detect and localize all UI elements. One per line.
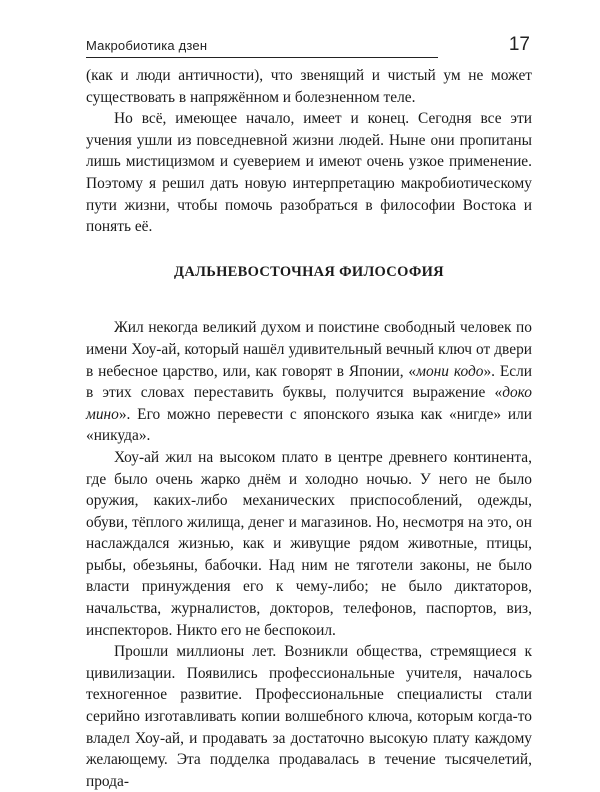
section-paragraph-3: Прошли миллионы лет. Возникли общества, стремящиеся к цивилизации. Появились профессиональные учителя, началось техногенное развитие. Профессиональные специалисты стали серийно изготавливать копии волшебного ключа, которым когда-то владел Хоу-ай, и продавать за достаточно высокую плату каждому желающему. Эта подделка продавалась в течение тысячелетий, прода-	[86, 643, 532, 790]
page-number: 17	[508, 34, 530, 55]
p1-term-doko-mino: доко мино	[86, 384, 532, 423]
intro-paragraph-2: Но всё, имеющее начало, имеет и конец. Сегодня все эти учения ушли из повседневной жизни людей. Ныне они пропитаны лишь мистицизмом и суеверием и имеют очень узкое применение. Поэтому я решил дать новую интерпретацию макробиотическому пути жизни, чтобы помочь разобраться в философии Востока и понять её.	[86, 110, 532, 236]
body-text	[86, 65, 532, 792]
intro-paragraph-1: (как и люди античности), что звенящий и чистый ум не может существовать в напряжённом и болезненном теле.	[86, 67, 532, 106]
header-rule	[86, 57, 438, 58]
section-paragraph-1	[86, 317, 532, 447]
p1-text-e: ». Его можно перевести с японского языка как «нигде» или «никуда».	[86, 405, 532, 445]
section-paragraph-2: Хоу-ай жил на высоком плато в центре древнего континента, где было очень жарко днём и холодно ночью. У него не было оружия, каких-либо механических приспособлений, одежды, обуви, тёплого жилища, денег и магазинов. Но, несмотря на это, он наслаждался жизнью, как и живущие рядом животные, птицы, рыбы, обезьяны, бабочки. Над ним не тяготели законы, не было власти принуждения его к чему-либо; не было диктаторов, начальства, журналистов, докторов, телефонов, паспортов, виз, инспекторов. Никто его не беспокоил.	[86, 448, 532, 639]
p1-text-c: ». Если в этих словах переставить буквы, получится выражение «	[86, 362, 532, 402]
p1-text-a: Жил некогда великий духом и поистине свободный человек по имени Хоу-ай, который нашёл удивительный вечный ключ от двери в небесное царство, или, как говорят в Японии, «	[86, 319, 532, 380]
running-head: Макробиотика дзен	[86, 38, 208, 53]
p1-term-moni-kodo: мони кодо	[416, 362, 484, 380]
section-heading: ДАЛЬНЕВОСТОЧНАЯ ФИЛОСОФИЯ	[174, 263, 444, 280]
